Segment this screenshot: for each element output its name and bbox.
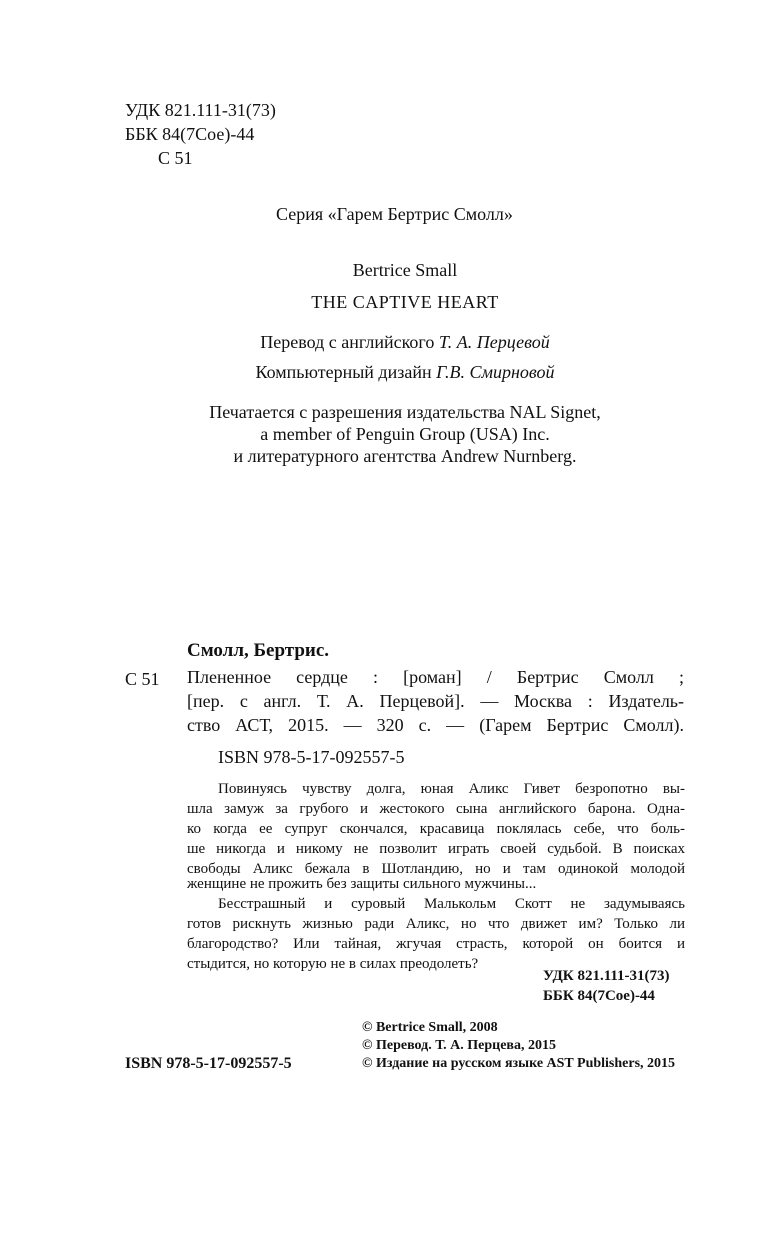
annotation-line-7: Бесстрашный и суровый Малькольм Скотт не задумываясь — [218, 896, 685, 912]
annotation-line-2: шла замуж за грубого и жестокого сына английского барона. Одна- — [187, 801, 685, 817]
udk-code: УДК 821.111-31(73) — [125, 100, 276, 120]
catalog-line-3: ство АСТ, 2015. — 320 с. — (Гарем Бертрис Смолл). — [187, 715, 684, 735]
annotation-line-9: благородство? Или тайная, жгучая страсть, которой он боится и — [187, 936, 685, 952]
bbk-code: ББК 84(7Сое)-44 — [125, 124, 255, 144]
catalog-isbn: ISBN 978-5-17-092557-5 — [218, 747, 405, 767]
annotation-line-6: женщине не прожить без защиты сильного мужчины... — [187, 876, 537, 892]
copyright-line-3: © Издание на русском языке AST Publishers, 2015 — [362, 1056, 676, 1071]
translation-label: Перевод с английского — [260, 332, 435, 352]
annotation-line-8: готов рискнуть жизнью ради Аликс, но что движет им? Только ли — [187, 916, 685, 932]
permission-line-1: Печатается с разрешения издательства NAL Signet, — [209, 402, 601, 422]
translator-name: Т. А. Перцевой — [438, 332, 550, 352]
design-label: Компьютерный дизайн — [255, 362, 432, 382]
design-credit — [200, 360, 610, 384]
annotation-line-3: ко когда ее супруг скончался, красавица поклялась себе, что боль- — [187, 821, 685, 837]
annotation-line-1: Повинуясь чувству долга, юная Аликс Гивет безропотно вы- — [218, 781, 685, 797]
permission-line-3: и литературного агентства Andrew Nurnberg. — [233, 446, 577, 466]
series-line: Серия «Гарем Бертрис Смолл» — [276, 204, 513, 224]
original-author: Bertrice Small — [352, 260, 458, 280]
isbn-bottom: ISBN 978-5-17-092557-5 — [125, 1055, 292, 1072]
annotation-line-4: ше никогда и никому не позволит играть своей судьбой. В поисках — [187, 841, 685, 857]
catalog-author-mark: С 51 — [125, 669, 160, 689]
catalog-line-2: [пер. с англ. Т. А. Перцевой]. — Москва : Издатель- — [187, 691, 684, 711]
bottom-bbk-code: ББК 84(7Сое)-44 — [543, 988, 655, 1004]
designer-name: Г.В. Смирновой — [436, 362, 555, 382]
original-title: THE CAPTIVE HEART — [311, 292, 499, 312]
bottom-udk-code: УДК 821.111-31(73) — [543, 968, 670, 984]
catalog-heading: Смолл, Бертрис. — [187, 640, 330, 661]
annotation-line-10: стыдится, но которую не в силах преодолеть? — [187, 956, 479, 972]
annotation-line-5: свободы Аликс бежала в Шотландию, но и там одинокой молодой — [187, 861, 685, 877]
author-mark: С 51 — [158, 148, 193, 168]
copyright-line-1: © Bertrice Small, 2008 — [362, 1020, 498, 1035]
copyright-line-2: © Перевод. Т. А. Перцева, 2015 — [362, 1038, 556, 1053]
catalog-line-1: Плененное сердце : [роман] / Бертрис Смолл ; — [187, 667, 684, 687]
translation-credit — [200, 330, 610, 354]
permission-line-2: a member of Penguin Group (USA) Inc. — [260, 424, 550, 444]
